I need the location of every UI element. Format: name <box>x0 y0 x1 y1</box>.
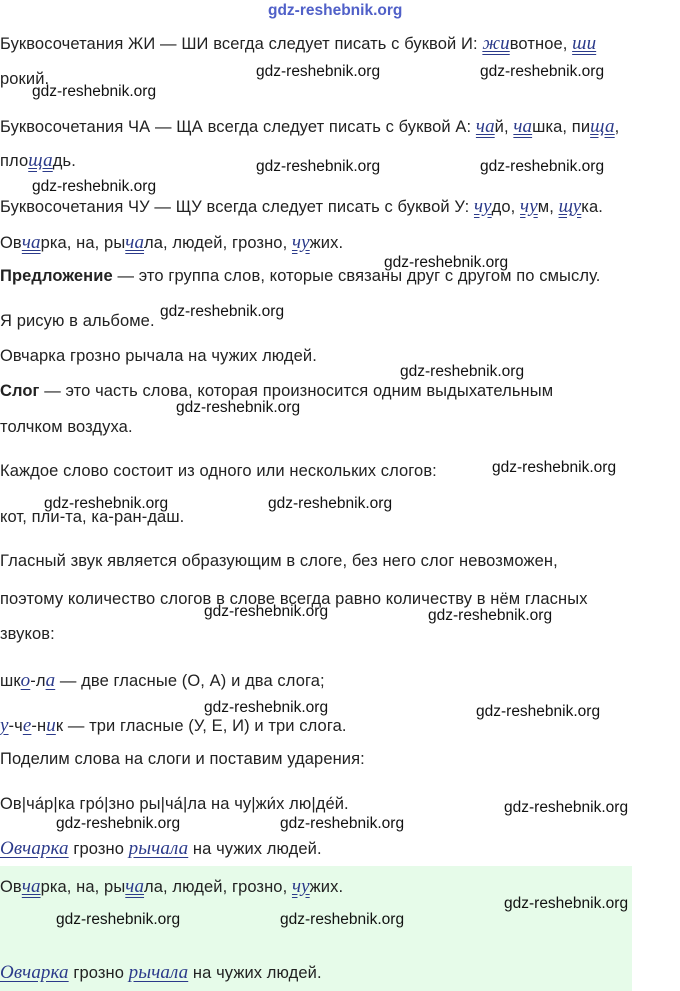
syllable-definition: Слог — это часть слова, которая произносится одним выдыхательным <box>0 382 554 400</box>
rule-zhi-shi: Буквосочетания ЖИ — ШИ всегда следует писать с буквой И: животное, ши <box>0 33 597 54</box>
watermark: gdz-reshebnik.org <box>504 799 629 816</box>
shkola-example: шко-ла — две гласные (О, А) и два слога; <box>0 670 325 691</box>
watermark: gdz-reshebnik.org <box>204 603 329 620</box>
uchenik-example: у-че-ник — три гласные (У, Е, И) и три слога. <box>0 715 347 736</box>
rule-chu-shchu: Буквосочетания ЧУ — ЩУ всегда следует писать с буквой У: чудо, чум, щука. <box>0 196 603 217</box>
vowel-rule-3: звуков: <box>0 625 55 643</box>
handwritten-sentence-1: Овчарка грозно рычала на чужих людей. <box>0 838 322 859</box>
sentence-definition: Предложение — это группа слов, которые связаны друг с другом по смыслу. <box>0 267 601 285</box>
vowel-rule-1: Гласный звук является образующим в слоге, без него слог невозможен, <box>0 552 558 570</box>
words-line: Овчарка, на, рычала, людей, грозно, чужих. <box>0 232 344 253</box>
watermark: gdz-reshebnik.org <box>268 495 393 512</box>
handwritten-sentence-2: Овчарка грозно рычала на чужих людей. <box>0 962 322 983</box>
watermark: gdz-reshebnik.org <box>32 83 157 100</box>
watermark: gdz-reshebnik.org <box>256 63 381 80</box>
vowel-rule-2: поэтому количество слогов в слове всегда равно количеству в нём гласных <box>0 590 588 608</box>
watermark: gdz-reshebnik.org <box>480 63 605 80</box>
watermark: gdz-reshebnik.org <box>492 459 617 476</box>
syllable-definition-cont: толчком воздуха. <box>0 418 133 436</box>
watermark: gdz-reshebnik.org <box>400 363 525 380</box>
rule-cha-shcha-cont: площадь. <box>0 150 76 171</box>
syllables-intro: Каждое слово состоит из одного или нескольких слогов: <box>0 462 437 480</box>
stress-line: Ов|ча́р|ка гро́|зно ры|ча́|ла на чу|жи́х лю|де́й. <box>0 795 349 813</box>
watermark: gdz-reshebnik.org <box>56 815 181 832</box>
watermark: gdz-reshebnik.org <box>428 607 553 624</box>
watermark-top: gdz-reshebnik.org <box>268 2 403 19</box>
watermark: gdz-reshebnik.org <box>280 911 405 928</box>
syllables-example: кот, пли-та, ка-ран-даш. <box>0 508 185 526</box>
watermark: gdz-reshebnik.org <box>160 303 285 320</box>
answer-words-line: Овчарка, на, рычала, людей, грозно, чужих. <box>0 876 344 897</box>
stress-task: Поделим слова на слоги и поставим ударения: <box>0 750 365 768</box>
watermark: gdz-reshebnik.org <box>176 399 301 416</box>
watermark: gdz-reshebnik.org <box>480 158 605 175</box>
watermark: gdz-reshebnik.org <box>384 254 509 271</box>
watermark: gdz-reshebnik.org <box>256 158 381 175</box>
watermark: gdz-reshebnik.org <box>56 911 181 928</box>
watermark: gdz-reshebnik.org <box>280 815 405 832</box>
example-1: Я рисую в альбоме. <box>0 312 155 330</box>
rule-zhi-shi-cont: рокий. <box>0 70 50 88</box>
rule-cha-shcha: Буквосочетания ЧА — ЩА всегда следует писать с буквой А: чай, чашка, пища, <box>0 116 620 137</box>
watermark: gdz-reshebnik.org <box>476 703 601 720</box>
watermark: gdz-reshebnik.org <box>44 495 169 512</box>
watermark: gdz-reshebnik.org <box>204 699 329 716</box>
watermark: gdz-reshebnik.org <box>504 895 629 912</box>
example-2: Овчарка грозно рычала на чужих людей. <box>0 347 317 365</box>
watermark: gdz-reshebnik.org <box>32 178 157 195</box>
